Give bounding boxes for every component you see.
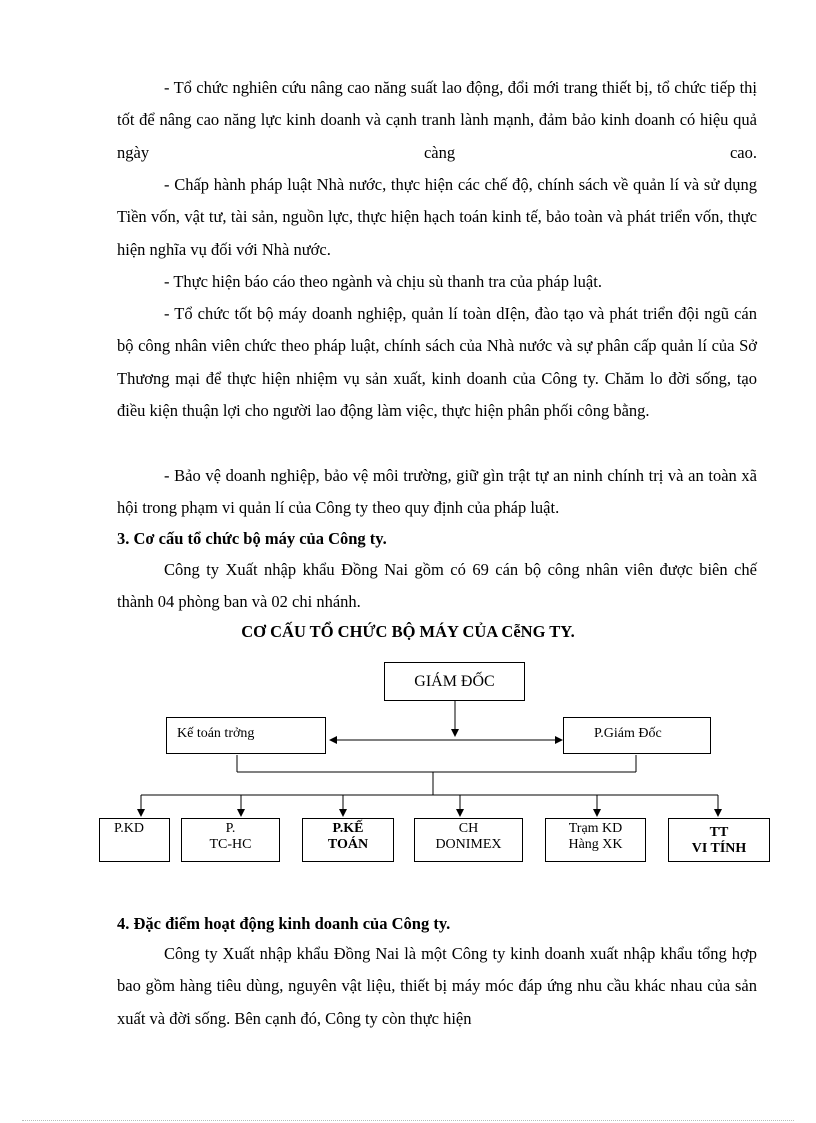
dept-label-line2: TC-HC — [209, 837, 252, 852]
dept-label-line1: CH — [458, 821, 479, 836]
dept-label-line1: P.KD — [114, 821, 144, 836]
dept-box-admin — [181, 818, 280, 862]
director-label: GIÁM ĐỐC — [414, 673, 495, 690]
dept-box-it-center — [668, 818, 770, 862]
paragraph-compliance: - Chấp hành pháp luật Nhà nước, thực hiện các chế độ, chính sách về quản lí và sử dụng Tiền vốn, vật tư, tài sản, nguồn lực, thực hiện hạch toán kinh tế, bảo toàn và phát triển vốn, thực hiện nghĩa vụ đối với Nhà nước. — [117, 175, 757, 259]
dept-box-donimex — [414, 818, 523, 862]
dept-box-export-station — [545, 818, 646, 862]
section-3-text: Công ty Xuất nhập khẩu Đồng Nai gồm có 69 cán bộ công nhân viên được biên chế thành 04 phòng ban và 02 chi nhánh. — [117, 560, 757, 612]
dept-label-line2: TOÁN — [327, 837, 369, 852]
dept-box-accounting — [302, 818, 394, 862]
deputy-director-box — [563, 717, 711, 754]
dept-label-line1: Trạm KD — [568, 821, 623, 836]
paragraph-protection: - Bảo vệ doanh nghiệp, bảo vệ môi trường, giữ gìn trật tự an ninh chính trị và an toàn xã hội trong phạm vi quản lí của Công ty theo quy định của pháp luật. — [117, 466, 757, 518]
dept-label-line1: TT — [709, 825, 729, 840]
dept-label-line1: P. — [225, 821, 236, 836]
paragraph-reporting: - Thực hiện báo cáo theo ngành và chịu sù thanh tra của pháp luật. — [164, 272, 602, 291]
dept-label-line2: DONIMEX — [435, 837, 502, 852]
section-3-heading: 3. Cơ cấu tổ chức bộ máy của Công ty. — [117, 529, 387, 548]
chief-accountant-box — [166, 717, 326, 754]
dept-box-business — [99, 818, 170, 862]
deputy-director-label: P.Giám Đốc — [594, 726, 662, 741]
director-box — [384, 662, 525, 701]
dept-label-line2: VI TÍNH — [691, 841, 747, 856]
org-chart-title: CƠ CẤU TỔ CHỨC BỘ MÁY CỦA CễNG TY. — [241, 622, 575, 641]
paragraph-organization: - Tổ chức tốt bộ máy doanh nghiệp, quản lí toàn dIện, đào tạo và phát triển đội ngũ cán bộ công nhân viên chức theo pháp luật, chính sách của Nhà nước và sự phân cấp quản lí của Sở Thương mại để thực hiện nhiệm vụ sản xuất, kinh doanh của Công ty. Chăm lo đời sống, tạo điều kiện thuận lợi cho người lao động làm việc, thực hiện phân phối công bằng. — [117, 304, 757, 421]
section-4-text: Công ty Xuất nhập khẩu Đồng Nai là một Công ty kinh doanh xuất nhập khẩu tổng hợp bao gồm hàng tiêu dùng, nguyên vật liệu, thiết bị máy móc đáp ứng nhu cầu khác nhau của sản xuất và đời sống. Bên cạnh đó, Công ty còn thực hiện — [117, 944, 757, 1028]
section-4-heading: 4. Đặc điểm hoạt động kinh doanh của Công ty. — [117, 914, 451, 933]
page-bottom-rule — [22, 1120, 794, 1121]
paragraph-innovation: - Tổ chức nghiên cứu nâng cao năng suất lao động, đổi mới trang thiết bị, tổ chức tiếp thị tốt để nâng cao năng lực kinh doanh và cạnh tranh lành mạnh, đảm bảo kinh doanh có hiệu quả ngày càng cao. — [117, 78, 757, 162]
dept-label-line2: Hàng XK — [568, 837, 623, 852]
chief-accountant-label: Kế toán trởng — [177, 726, 255, 741]
dept-label-line1: P.KẾ — [332, 821, 364, 836]
